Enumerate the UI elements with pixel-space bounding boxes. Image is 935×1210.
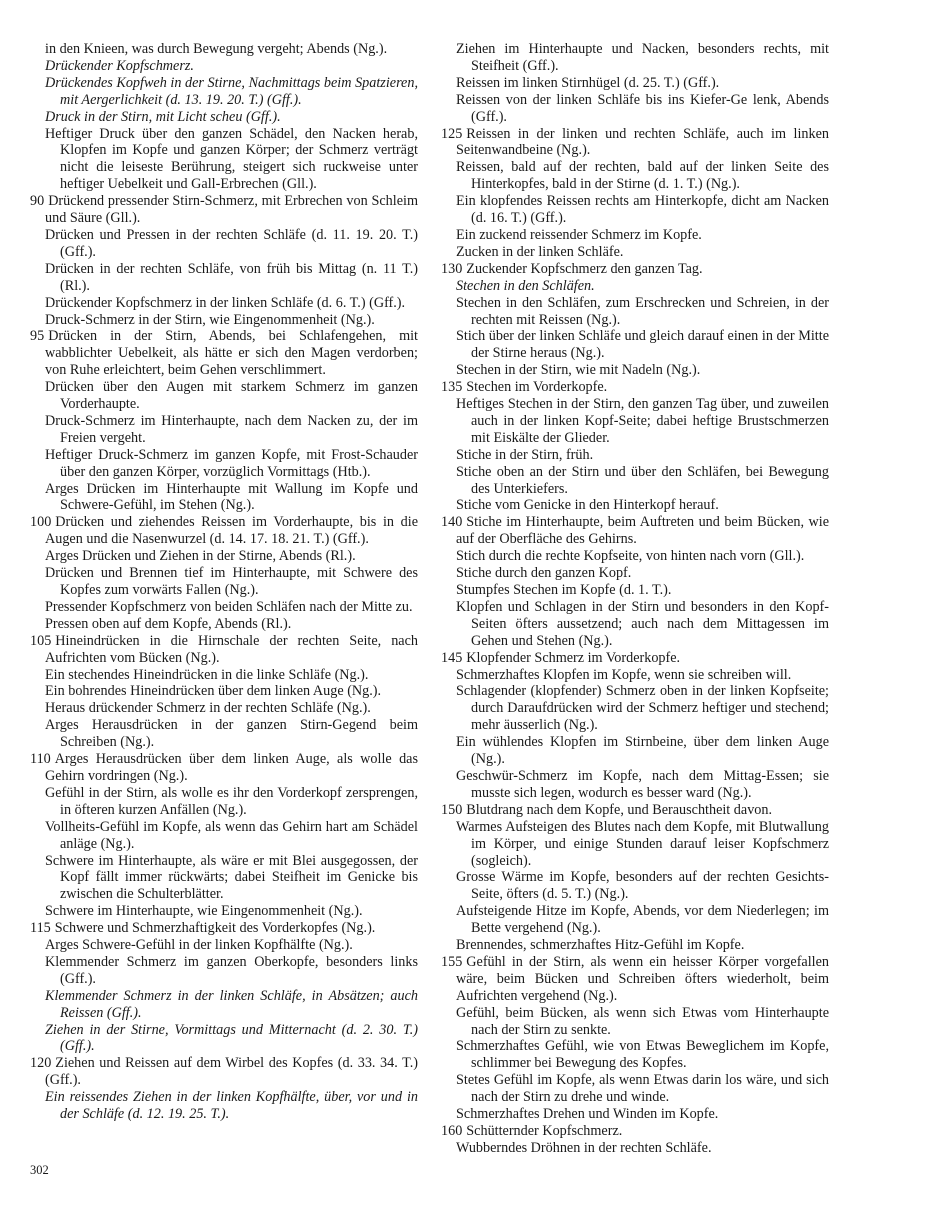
symptom-entry [441,650,829,667]
entry-text: Stechen in den Schläfen. [456,277,595,294]
entry-text: Vollheits-Gefühl im Kopfe, als wenn das Gehirn hart am Schädel anläge (Ng.). [45,818,418,852]
symptom-entry [441,295,829,329]
symptom-entry [441,768,829,802]
entry-text: Wubberndes Dröhnen in der rechten Schläfe. [456,1139,712,1156]
symptom-entry [30,1022,418,1056]
entry-text: Arges Herausdrücken in der ganzen Stirn-Gegend beim Schreiben (Ng.). [45,717,418,751]
symptom-entry [30,599,418,616]
entry-number: 120 [30,1055,52,1072]
symptom-entry [441,1106,829,1123]
entry-text: Klopfender Schmerz im Vorderkopfe. [466,649,681,666]
symptom-entry [30,261,418,295]
entry-text: Zuckender Kopfschmerz den ganzen Tag. [466,260,703,277]
entry-text: Gefühl, beim Bücken, als wenn sich Etwas vom Hinterhaupte nach der Stirn zu senkte. [456,1004,829,1038]
entry-text: Schmerzhaftes Klopfen im Kopfe, wenn sie schreiben will. [456,666,792,683]
entry-text: Stumpfes Stechen im Kopfe (d. 1. T.). [456,582,672,598]
symptom-entry [441,802,829,819]
symptom-entry [441,1038,829,1072]
symptom-entry [30,988,418,1022]
entry-text: Ein wühlendes Klopfen im Stirnbeine, über dem linken Auge (Ng.). [456,734,829,768]
symptom-entry [441,92,829,126]
entry-text: Reissen im linken Stirnhügel (d. 25. T.) (Gff.). [456,74,720,91]
symptom-entry [441,379,829,396]
entry-number: 140 [441,514,463,531]
entry-text: Klopfen und Schlagen in der Stirn und besonders in den Kopf-Seiten öfters aussetzend; auch nach dem Mittagessen im Gehen und Stehen (Ng.). [456,598,829,649]
entry-text: Drückender Kopfschmerz. [45,57,194,74]
symptom-entry [441,582,829,599]
symptom-entry [30,295,418,312]
entry-text: Stechen in den Schläfen, zum Erschrecken und Schreien, in der rechten mit Reissen (Ng.). [456,294,829,328]
entry-number: 105 [30,632,52,649]
entry-number: 115 [30,920,51,937]
entry-text: Drücken in der Stirn, Abends, bei Schlafengehen, mit wabblichter Uebelkeit, als hätte er sich den Magen verdorben; von Ruhe erleichtert, beim Gehen verschlimmert. [45,328,418,379]
entry-text: Stich durch die rechte Kopfseite, von hinten nach vorn (Gll.). [456,548,805,565]
symptom-entry [441,1072,829,1106]
entry-text: Klemmender Schmerz in der linken Schläfe, in Absätzen; auch Reissen (Gff.). [45,987,418,1021]
symptom-entry [441,193,829,227]
entry-text: Ein reissendes Ziehen in der linken Kopfhälfte, über, vor und in der Schläfe (d. 12. 19. 25. T.). [45,1089,418,1123]
symptom-entry [30,565,418,599]
symptom-entry [30,1055,418,1089]
entry-number: 110 [30,751,51,768]
symptom-entry [441,261,829,278]
entry-text: Schmerzhaftes Drehen und Winden im Kopfe. [456,1106,719,1123]
symptom-entry [441,328,829,362]
symptom-entry [30,633,418,667]
symptom-entry [441,937,829,954]
entry-text: Drücken und Brennen tief im Hinterhaupte, mit Schwere des Kopfes zum vorwärts Fallen (Ng.). [45,565,418,598]
entry-text: Drückender Kopfschmerz in der linken Schläfe (d. 6. T.) (Gff.). [45,294,406,311]
entry-text: Schlagender (klopfender) Schmerz oben in der linken Kopfseite; durch Daraufdrücken wird der Schmerz heftiger und stechend; mehr äusserlich (Ng.). [456,683,829,734]
entry-text: Gefühl in der Stirn, als wenn ein heisser Körper vorgefallen wäre, beim Bücken und Schreiben öfters wiederholt, beim Aufrichten vergehend (Ng.). [456,953,829,1004]
symptom-entry [441,1005,829,1039]
symptom-entry [30,514,418,548]
symptom-entry [441,126,829,160]
entry-number: 145 [441,649,463,666]
entry-text: Aufsteigende Hitze im Kopfe, Abends, vor dem Niederlegen; im Bette vergehend (Ng.). [456,903,829,937]
symptom-entry [441,1123,829,1140]
symptom-entry [30,126,418,194]
entry-text: Schwere im Hinterhaupte, als wäre er mit Blei ausgegossen, der Kopf fällt immer rückwärts; dabei Steifheit im Genicke bis zwischen die Schulterblätter. [45,852,418,903]
left-column [30,41,418,1123]
symptom-entry [30,954,418,988]
entry-text: Ein zuckend reissender Schmerz im Kopfe. [456,226,702,243]
entry-text: Heftiger Druck über den ganzen Schädel, den Nacken herab, Klopfen im Kopfe und ganzen Körper; der Schmerz verträgt nicht die leiseste Berührung, steigert sich ruckweise unter heftiger Uebelkeit und Gall-Erbrechen (Gll.). [45,125,418,193]
entry-text: Ziehen im Hinterhaupte und Nacken, besonders rechts, mit Steifheit (Gff.). [456,41,829,74]
entry-text: Stetes Gefühl im Kopfe, als wenn Etwas darin los wäre, und sich nach der Stirn zu drehe und winde. [456,1072,829,1106]
symptom-entry [441,464,829,498]
entry-number: 135 [441,379,463,396]
symptom-entry [441,1140,829,1157]
right-column [441,41,829,1157]
entry-number: 95 [30,328,45,345]
symptom-entry [30,700,418,717]
entry-text: Ein bohrendes Hineindrücken über dem linken Auge (Ng.). [45,683,382,700]
entry-text: Druck-Schmerz in der Stirn, wie Eingenommenheit (Ng.). [45,311,375,328]
entry-text: Geschwür-Schmerz im Kopfe, nach dem Mittag-Essen; sie musste sich legen, wodurch es besser ward (Ng.). [456,767,829,801]
symptom-entry [30,447,418,481]
symptom-entry [441,565,829,582]
entry-text: Arges Herausdrücken über dem linken Auge, als wolle das Gehirn vordringen (Ng.). [45,751,418,784]
symptom-entry [441,548,829,565]
entry-text: Blutdrang nach dem Kopfe, und Berauschtheit davon. [466,801,773,818]
entry-text: Drücken über den Augen mit starkem Schmerz im ganzen Vorderhaupte. [45,379,418,413]
entry-text: Ziehen in der Stirne, Vormittags und Mitternacht (d. 2. 30. T.) (Gff.). [45,1021,418,1055]
entry-text: Brennendes, schmerzhaftes Hitz-Gefühl im Kopfe. [456,937,745,954]
symptom-entry [441,869,829,903]
symptom-entry [30,937,418,954]
symptom-entry [30,41,418,58]
entry-text: Schmerzhaftes Gefühl, wie von Etwas Beweglichem im Kopfe, schlimmer bei Bewegung des Kopfes. [456,1038,829,1072]
symptom-entry [30,328,418,379]
entry-text: Reissen, bald auf der rechten, bald auf der linken Seite des Hinterkopfes, bald in der Stirne (d. 1. T.) (Ng.). [456,159,829,193]
entry-number: 125 [441,125,463,142]
entry-text: Arges Drücken und Ziehen in der Stirne, Abends (Rl.). [45,548,356,565]
symptom-entry [441,41,829,75]
entry-text: Stich über der linken Schläfe und gleich darauf einen in der Mitte der Stirne heraus (Ng.). [456,328,829,362]
symptom-entry [30,903,418,920]
entry-text: Reissen von der linken Schläfe bis ins Kiefer-Ge lenk, Abends (Gff.). [456,91,829,125]
entry-text: Ein stechendes Hineindrücken in die linke Schläfe (Ng.). [45,666,369,683]
symptom-entry [30,785,418,819]
entry-number: 130 [441,260,463,277]
entry-text: Drücken und ziehendes Reissen im Vorderhaupte, bis in die Augen und die Nasenwurzel (d. 14. 17. 18. 21. T.) (Gff.). [45,514,418,548]
symptom-entry [441,75,829,92]
entry-number: 90 [30,193,45,210]
symptom-entry [441,954,829,1005]
symptom-entry [30,717,418,751]
entry-text: Heraus drückender Schmerz in der rechten Schläfe (Ng.). [45,700,371,717]
symptom-entry [441,396,829,447]
entry-text: Drücken und Pressen in der rechten Schläfe (d. 11. 19. 20. T.) (Gff.). [45,226,418,260]
entry-text: Arges Drücken im Hinterhaupte mit Wallung im Kopfe und Schwere-Gefühl, im Stehen (Ng.). [45,480,418,514]
entry-text: Ein klopfendes Reissen rechts am Hinterkopfe, dicht am Nacken (d. 16. T.) (Gff.). [456,193,829,227]
entry-text: Stiche vom Genicke in den Hinterkopf herauf. [456,497,719,514]
entry-text: Stechen in der Stirn, wie mit Nadeln (Ng.). [456,362,701,379]
entry-text: Stiche oben an der Stirn und über den Schläfen, bei Bewegung des Unterkiefers. [456,463,829,497]
symptom-entry [441,819,829,870]
entry-text: Gefühl in der Stirn, als wolle es ihr den Vorderkopf zersprengen, in öfteren kurzen Anfällen (Ng.). [45,784,418,818]
entry-text: Stiche im Hinterhaupte, beim Auftreten und beim Bücken, wie auf der Oberfläche des Gehirns. [456,514,829,548]
symptom-entry [30,683,418,700]
entry-text: Pressen oben auf dem Kopfe, Abends (Rl.). [45,615,292,632]
symptom-entry [30,58,418,75]
entry-text: Warmes Aufsteigen des Blutes nach dem Kopfe, mit Blutwallung im Körper, und einige Stunden darauf leiser Kopfschmerz (sogleich). [456,818,829,869]
symptom-entry [441,683,829,734]
symptom-entry [30,667,418,684]
symptom-entry [30,413,418,447]
entry-number: 150 [441,801,463,818]
entry-text: Zucken in der linken Schläfe. [456,243,624,260]
entry-text: Stechen im Vorderkopfe. [466,379,608,396]
entry-text: Stiche durch den ganzen Kopf. [456,565,632,582]
symptom-entry [441,903,829,937]
entry-text: Schwere im Hinterhaupte, wie Eingenommenheit (Ng.). [45,903,363,920]
symptom-entry [30,379,418,413]
symptom-entry [30,616,418,633]
symptom-entry [441,734,829,768]
entry-text: Arges Schwere-Gefühl in der linken Kopfhälfte (Ng.). [45,937,353,954]
entry-text: Heftiger Druck-Schmerz im ganzen Kopfe, mit Frost-Schauder über den ganzen Körper, vorzüglich Vormittags (Htb.). [45,446,418,480]
symptom-entry [30,227,418,261]
symptom-entry [30,1089,418,1123]
symptom-entry [30,920,418,937]
entry-text: Grosse Wärme im Kopfe, besonders auf der rechten Gesichts-Seite, öfters (d. 5. T.) (Ng.). [456,869,829,903]
symptom-entry [441,244,829,261]
symptom-entry [30,75,418,109]
symptom-entry [30,751,418,785]
entry-text: Reissen in der linken und rechten Schläfe, auch im linken Seitenwandbeine (Ng.). [456,125,829,159]
symptom-entry [30,819,418,853]
symptom-entry [441,447,829,464]
entry-text: Schwere und Schmerzhaftigkeit des Vorderkopfes (Ng.). [54,920,376,937]
entry-text: Drückend pressender Stirn-Schmerz, mit Erbrechen von Schleim und Säure (Gll.). [45,193,418,227]
symptom-entry [441,278,829,295]
entry-number: 100 [30,514,52,531]
entry-number: 160 [441,1123,463,1139]
entry-text: Druck in der Stirn, mit Licht scheu (Gff.). [45,108,281,125]
entry-text: Heftiges Stechen in der Stirn, den ganzen Tag über, und zuweilen auch in der linken Kopf-Seite; dabei heftige Brustschmerzen mit Eiskälte der Glieder. [456,396,829,446]
entry-text: Hineindrücken in die Hirnschale der rechten Seite, nach Aufrichten vom Bücken (Ng.). [45,632,418,666]
entry-text: Drücken in der rechten Schläfe, von früh bis Mittag (n. 11 T.) (Rl.). [45,260,418,294]
entry-text: Ziehen und Reissen auf dem Wirbel des Kopfes (d. 33. 34. T.) (Gff.). [45,1055,418,1089]
symptom-entry [441,362,829,379]
symptom-entry [30,193,418,227]
entry-number: 155 [441,953,463,970]
symptom-entry [30,312,418,329]
entry-text: Klemmender Schmerz im ganzen Oberkopfe, besonders links (Gff.). [45,953,418,987]
entry-text: Stiche in der Stirn, früh. [456,446,594,463]
symptom-entry [441,667,829,684]
entry-text: Druck-Schmerz im Hinterhaupte, nach dem Nacken zu, der im Freien vergeht. [45,412,418,446]
symptom-entry [441,497,829,514]
page-number: 302 [30,1163,49,1177]
entry-text: Schütternder Kopfschmerz. [466,1123,623,1139]
entry-text: Drückendes Kopfweh in der Stirne, Nachmittags beim Spatzieren, mit Aergerlichkeit (d. 13. 19. 20. T.) (Gff.). [45,74,418,108]
symptom-entry [30,481,418,515]
symptom-entry [441,514,829,548]
symptom-entry [441,159,829,193]
symptom-entry [30,109,418,126]
symptom-entry [30,548,418,565]
entry-text: in den Knieen, was durch Bewegung vergeht; Abends (Ng.). [45,41,388,57]
symptom-entry [441,599,829,650]
entry-text: Pressender Kopfschmerz von beiden Schläfen nach der Mitte zu. [45,598,413,615]
symptom-entry [441,227,829,244]
symptom-entry [30,853,418,904]
